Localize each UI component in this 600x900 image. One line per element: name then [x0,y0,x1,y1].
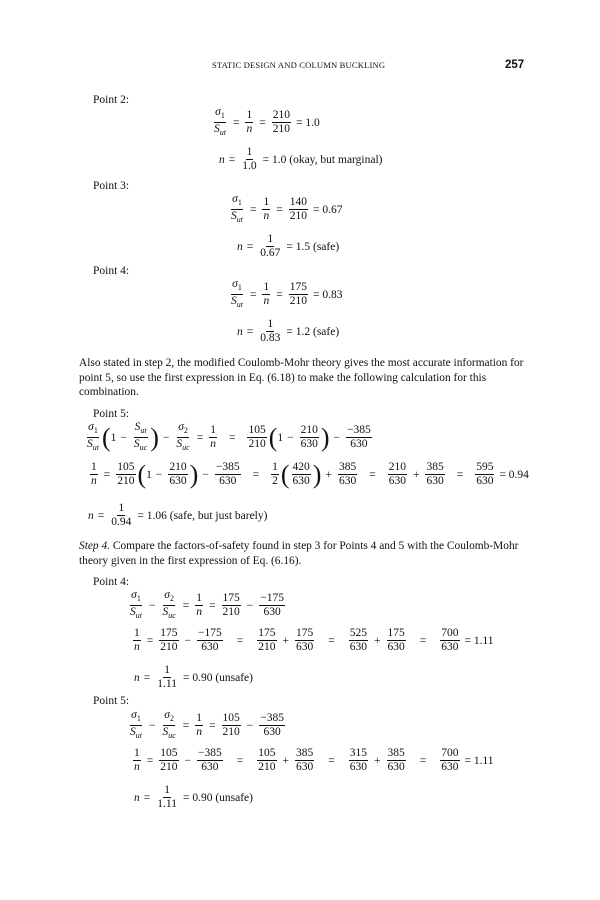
eq-point5-line2: $\frac{1}{n}$ = $\frac{105}{210}$ ( 1 − $\frac{210}{630}$ ) − $\frac{-385}{630}$ = $\frac{1}{2}$ ( $\frac{420}{630}$ ) + $\frac{385}{630}$ = $\frac{210}{630}$ + $\frac{385}{630}$ = $\frac{595}{630}$ = 0.94 [91,459,529,489]
eq-step4-point5-n: n = $\frac{1}{1.11}$ = 0.90 (unsafe) [134,784,253,810]
point-5-label: Point 5: [93,408,130,420]
eq-step4-point5-line1: $\frac{\sigma_1}{S_{ut}}$ − $\frac{\sigma_2}{S_{uc}}$ = $\frac{1}{n}$ = $\frac{105}{210}$ − $\frac{-385}{630}$ [130,709,285,740]
eq-step4-point5-line2: $\frac{1}{n}$ = $\frac{105}{210}$ − $\frac{-385}{630}$ = $\frac{105}{210}$ + $\frac{385}{630}$ = $\frac{315}{630}$ + $\frac{385}{630}$ = $\frac{700}{630}$ = 1.11 [134,747,494,773]
eq-step4-point4-n: n = $\frac{1}{1.11}$ = 0.90 (unsafe) [134,664,253,690]
step-4-paragraph [79,539,539,568]
point-3-label: Point 3: [93,180,130,192]
eq-step4-point4-line2: $\frac{1}{n}$ = $\frac{175}{210}$ − $\frac{-175}{630}$ = $\frac{175}{210}$ + $\frac{175}{630}$ = $\frac{525}{630}$ + $\frac{175}{630}$ = $\frac{700}{630}$ = 1.11 [134,627,494,653]
point-4-label: Point 4: [93,265,130,277]
eq-point4-ratio: $\frac{\sigma_1}{S_{ut}}$ = $\frac{1}{n}$ = $\frac{175}{210}$ = 0.83 [231,278,343,309]
paragraph-modified-coulomb-mohr: Also stated in step 2, the modified Coulomb-Mohr theory gives the most accurate information for point 5, so use the first expression in Eq. (6.18) to make the following calculation for this combination. [79,357,524,399]
page-number: 257 [505,59,525,71]
eq-point4-n: n = $\frac{1}{0.83}$ = 1.2 (safe) [237,318,340,344]
step4-point-4-label: Point 4: [93,576,130,588]
eq-point3-n: n = $\frac{1}{0.67}$ = 1.5 (safe) [237,233,340,259]
eq-point5-line1: $\frac{\sigma_1}{S_{ut}}$ ( 1 − $\frac{S_{ut}}{S_{uc}}$ ) − $\frac{\sigma_2}{S_{uc}}$ = $\frac{1}{n}$ = $\frac{105}{210}$ ( 1 − $\frac{210}{630}$ ) − $\frac{-385}{630}$ [87,421,371,452]
eq-step4-point4-line1: $\frac{\sigma_1}{S_{ut}}$ − $\frac{\sigma_2}{S_{uc}}$ = $\frac{1}{n}$ = $\frac{175}{210}$ − $\frac{-175}{630}$ [130,589,285,620]
step-4-label: Step 4. [79,540,111,552]
eq-point2-ratio: $\frac{\sigma_1}{S_{ut}}$ = $\frac{1}{n}$ = $\frac{210}{210}$ = 1.0 [214,106,320,137]
running-head: STATIC DESIGN AND COLUMN BUCKLING [212,60,386,70]
eq-point3-ratio: $\frac{\sigma_1}{S_{ut}}$ = $\frac{1}{n}$ = $\frac{140}{210}$ = 0.67 [231,193,343,224]
eq-point5-n: n = $\frac{1}{0.94}$ = 1.06 (safe, but just barely) [88,502,268,528]
point-2-label: Point 2: [93,94,130,106]
step-4-text: Compare the factors-of-safety found in step 3 for Points 4 and 5 with the Coulomb-Mohr theory given in the first expression of Eq. (6.16). [79,540,519,567]
step4-point-5-label: Point 5: [93,695,130,707]
eq-point2-n: n = $\frac{1}{1.0}$ = 1.0 (okay, but marginal) [219,146,383,172]
